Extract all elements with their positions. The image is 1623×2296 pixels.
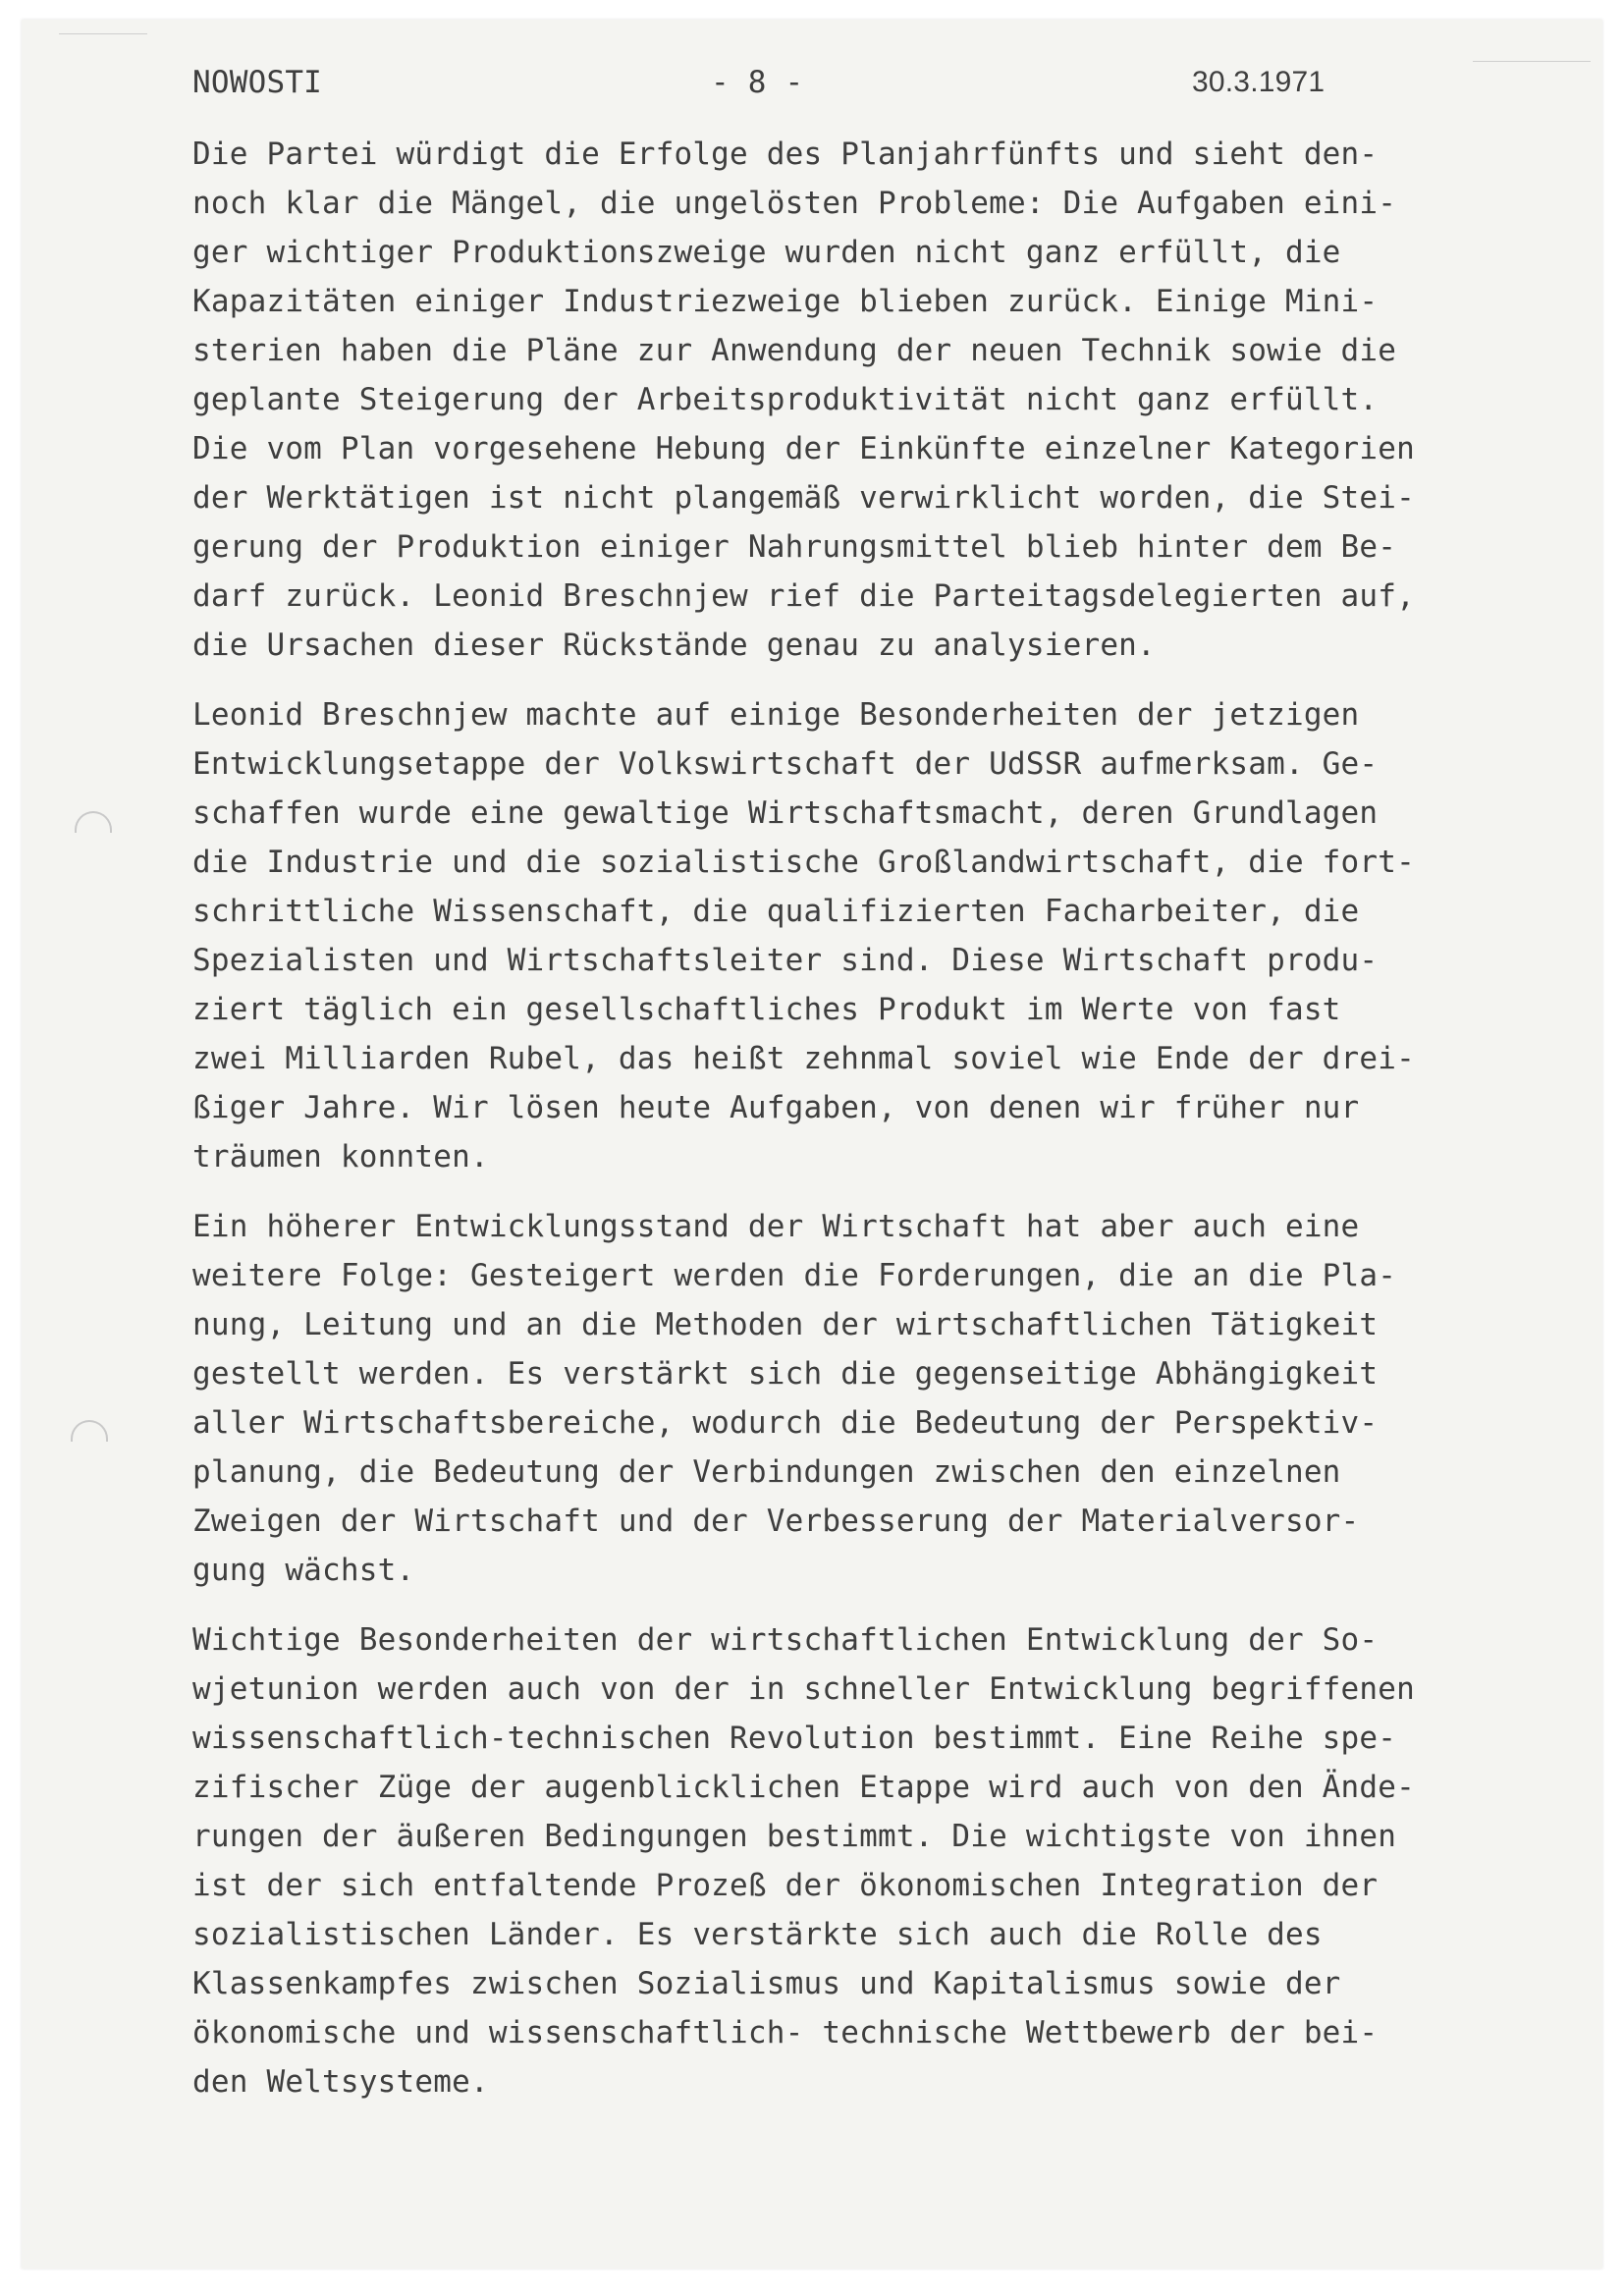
text-line: die Industrie und die sozialistische Großlandwirtschaft, die fort- [192, 845, 1415, 880]
text-line: Leonid Breschnjew machte auf einige Besonderheiten der jetzigen [192, 697, 1360, 733]
text-line: ist der sich entfaltende Prozeß der ökonomischen Integration der [192, 1868, 1379, 1903]
document-body [192, 130, 1562, 2127]
header-source: NOWOSTI [192, 65, 323, 100]
text-line: gung wächst. [192, 1553, 415, 1588]
text-line: Spezialisten und Wirtschaftsleiter sind. Diese Wirtschaft produ- [192, 943, 1379, 978]
text-line: weitere Folge: Gesteigert werden die Forderungen, die an die Pla- [192, 1258, 1397, 1293]
text-line: ziert täglich ein gesellschaftliches Produkt im Werte von fast [192, 992, 1341, 1027]
text-line: schaffen wurde eine gewaltige Wirtschaftsmacht, deren Grundlagen [192, 795, 1379, 831]
text-line: Klassenkampfes zwischen Sozialismus und Kapitalismus sowie der [192, 1966, 1341, 2001]
page-header [192, 61, 1380, 104]
text-line: wissenschaftlich-technischen Revolution bestimmt. Eine Reihe spe- [192, 1721, 1397, 1756]
header-date: 30.3.1971 [1192, 66, 1325, 98]
text-line: darf zurück. Leonid Breschnjew rief die Parteitagsdelegierten auf, [192, 578, 1415, 614]
text-line: rungen der äußeren Bedingungen bestimmt. Die wichtigste von ihnen [192, 1819, 1397, 1854]
text-line: Kapazitäten einiger Industriezweige blieben zurück. Einige Mini- [192, 284, 1379, 319]
text-line: gerung der Produktion einiger Nahrungsmittel blieb hinter dem Be- [192, 529, 1397, 565]
text-line: noch klar die Mängel, die ungelösten Probleme: Die Aufgaben eini- [192, 186, 1397, 221]
paragraph-1 [192, 130, 1562, 670]
text-line: ökonomische und wissenschaftlich- technische Wettbewerb der bei- [192, 2015, 1379, 2050]
text-line: zwei Milliarden Rubel, das heißt zehnmal soviel wie Ende der drei- [192, 1041, 1415, 1076]
text-line: sozialistischen Länder. Es verstärkte sich auch die Rolle des [192, 1917, 1323, 1952]
paragraph-2 [192, 690, 1562, 1181]
text-line: Wichtige Besonderheiten der wirtschaftlichen Entwicklung der So- [192, 1622, 1379, 1658]
text-line: den Weltsysteme. [192, 2064, 489, 2100]
text-line: gestellt werden. Es verstärkt sich die gegenseitige Abhängigkeit [192, 1356, 1379, 1392]
text-line: Entwicklungsetappe der Volkswirtschaft der UdSSR aufmerksam. Ge- [192, 746, 1379, 782]
text-line: ger wichtiger Produktionszweige wurden nicht ganz erfüllt, die [192, 235, 1341, 270]
text-line: die Ursachen dieser Rückstände genau zu analysieren. [192, 628, 1156, 663]
paragraph-3 [192, 1202, 1562, 1595]
header-page-number: - 8 - [711, 65, 804, 100]
text-line: wjetunion werden auch von der in schneller Entwicklung begriffenen [192, 1671, 1415, 1707]
text-line: der Werktätigen ist nicht plangemäß verwirklicht worden, die Stei- [192, 480, 1415, 516]
paragraph-4 [192, 1615, 1562, 2106]
text-line: zifischer Züge der augenblicklichen Etappe wird auch von den Ände- [192, 1770, 1415, 1805]
text-line: Die Partei würdigt die Erfolge des Planjahrfünfts und sieht den- [192, 137, 1379, 172]
text-line: Zweigen der Wirtschaft und der Verbesserung der Materialversor- [192, 1503, 1360, 1539]
text-line: sterien haben die Pläne zur Anwendung der neuen Technik sowie die [192, 333, 1397, 368]
text-line: schrittliche Wissenschaft, die qualifizierten Facharbeiter, die [192, 894, 1360, 929]
text-line: ßiger Jahre. Wir lösen heute Aufgaben, von denen wir früher nur [192, 1090, 1360, 1125]
text-line: träumen konnten. [192, 1139, 489, 1175]
text-line: Ein höherer Entwicklungsstand der Wirtschaft hat aber auch eine [192, 1209, 1360, 1244]
scan-edge-mark [59, 33, 147, 34]
text-line: aller Wirtschaftsbereiche, wodurch die Bedeutung der Perspektiv- [192, 1405, 1379, 1441]
text-line: nung, Leitung und an die Methoden der wirtschaftlichen Tätigkeit [192, 1307, 1379, 1342]
text-line: geplante Steigerung der Arbeitsproduktivität nicht ganz erfüllt. [192, 382, 1379, 417]
text-line: Die vom Plan vorgesehene Hebung der Einkünfte einzelner Kategorien [192, 431, 1415, 466]
text-line: planung, die Bedeutung der Verbindungen zwischen den einzelnen [192, 1454, 1341, 1490]
scan-edge-mark [1473, 61, 1591, 62]
